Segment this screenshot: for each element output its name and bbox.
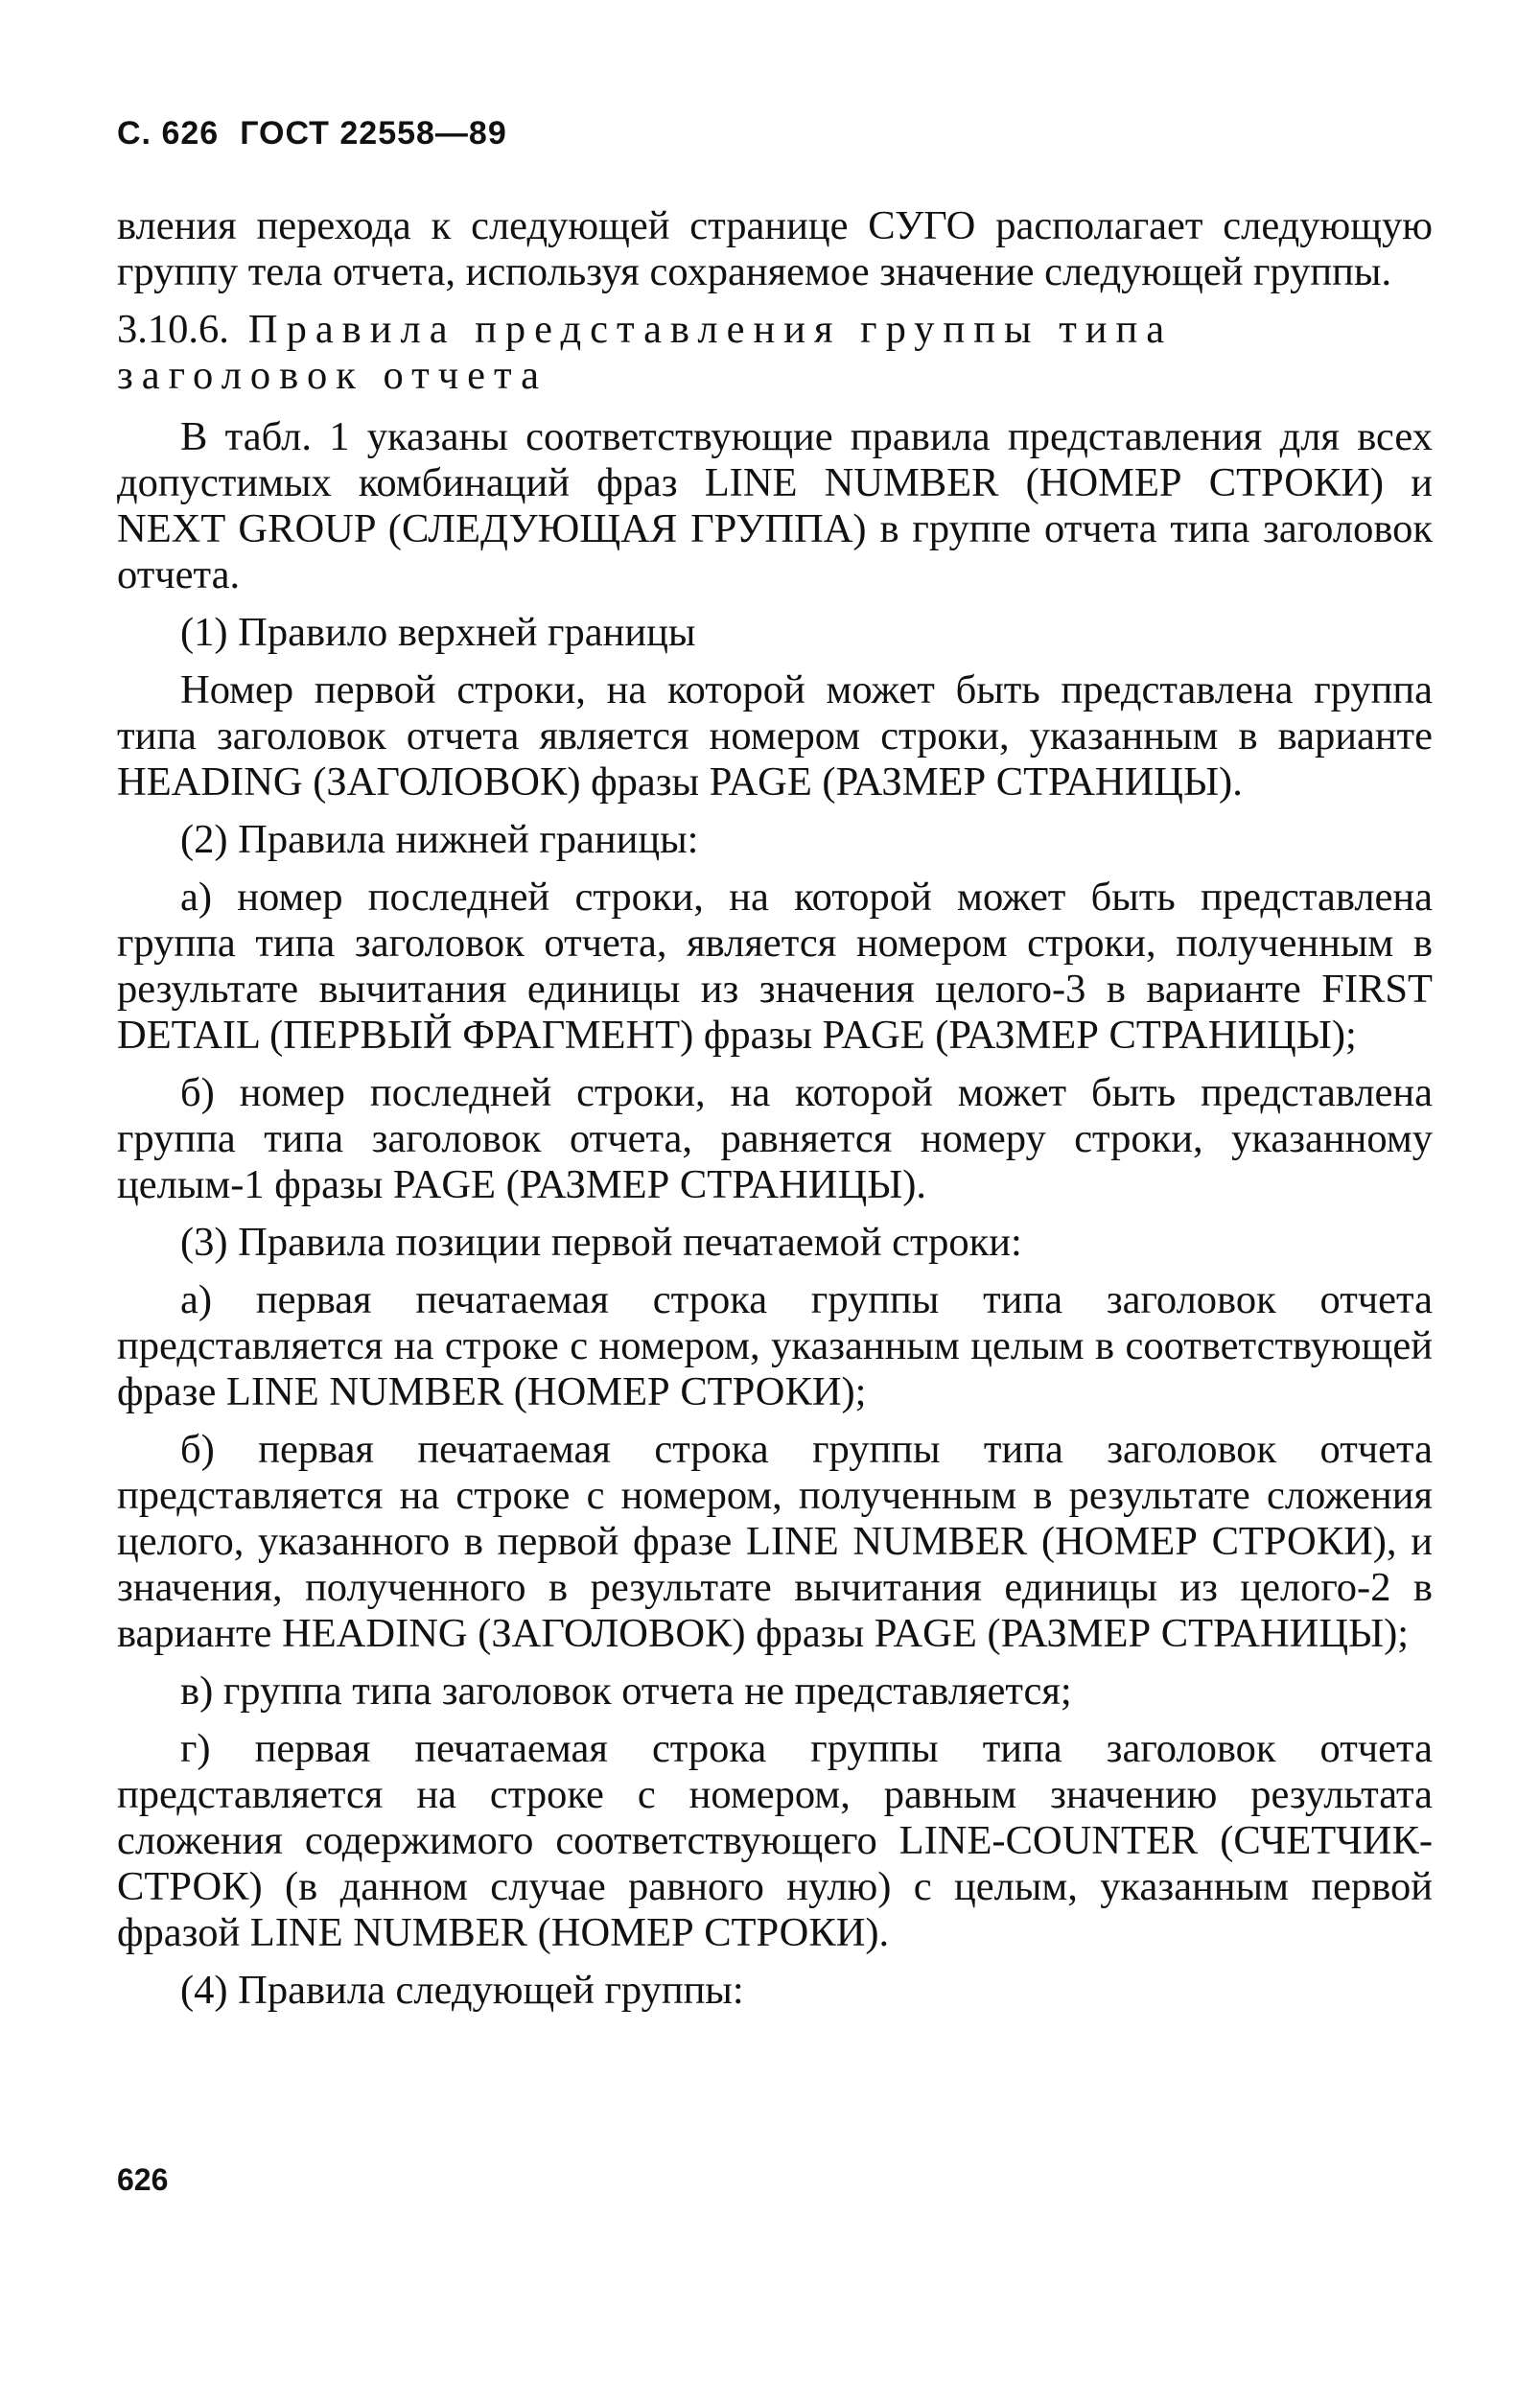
section-heading xyxy=(117,307,1433,399)
running-head xyxy=(117,115,528,152)
rule-heading: (1) Правило верхней границы xyxy=(180,610,696,655)
paragraph-continuation: вления перехода к следующей странице СУГО располагает следующую группу тела отчета, используя сохраняемое значение следующей группы. xyxy=(117,203,1433,294)
standard-number: ГОСТ 22558—89 xyxy=(240,115,507,152)
paragraph: Номер первой строки, на которой может быть представлена группа типа заголовок отчета является номером строки, указанным в варианте HEADING (ЗАГОЛОВОК) фразы PAGE (РАЗМЕР СТРАНИЦЫ). xyxy=(117,667,1433,805)
paragraph: В табл. 1 указаны соответствующие правила представления для всех допустимых комбинаций фраз LINE NUMBER (НОМЕР СТРОКИ) и NEXT GROUP (СЛЕДУЮЩАЯ ГРУППА) в группе отчета типа заголовок отчета. xyxy=(117,414,1433,597)
page-number: 626 xyxy=(117,2162,169,2197)
section-number: 3.10.6. xyxy=(117,307,229,352)
rule-heading: (4) Правила следующей группы: xyxy=(180,1968,744,2013)
rule-heading: (2) Правила нижней границы: xyxy=(180,817,699,862)
body-text xyxy=(117,203,1433,2025)
page-reference: С. 626 xyxy=(117,115,220,152)
section-title: Правила представления группы типа заголовок отчета xyxy=(117,307,1174,398)
list-item: в) группа типа заголовок отчета не представляется; xyxy=(180,1669,1072,1714)
list-item: г) первая печатаемая строка группы типа заголовок отчета представляется на строке с номером, равным значению результата сложения содержимого соответствующего LINE-COUNTER (СЧЕТЧИК-СТРОК) (в данном случае равного нулю) с целым, указанным первой фразой LINE NUMBER (НОМЕР СТРОКИ). xyxy=(117,1726,1433,1955)
list-item: б) первая печатаемая строка группы типа заголовок отчета представляется на строке с номером, полученным в результате сложения целого, указанного в первой фразе LINE NUMBER (НОМЕР СТРОКИ), и значения, полученного в результате вычитания единицы из целого-2 в варианте HEADING (ЗАГОЛОВОК) фразы PAGE (РАЗМЕР СТРАНИЦЫ); xyxy=(117,1427,1433,1656)
list-item: а) номер последней строки, на которой может быть представлена группа типа заголовок отчета, является номером строки, полученным в результате вычитания единицы из значения целого-3 в варианте FIRST DETAIL (ПЕРВЫЙ ФРАГМЕНТ) фразы PAGE (РАЗМЕР СТРАНИЦЫ); xyxy=(117,875,1433,1058)
list-item: а) первая печатаемая строка группы типа заголовок отчета представляется на строке с номером, указанным целым в соответствующей фразе LINE NUMBER (НОМЕР СТРОКИ); xyxy=(117,1277,1433,1414)
list-item: б) номер последней строки, на которой может быть представлена группа типа заголовок отчета, равняется номеру строки, указанному целым-1 фразы PAGE (РАЗМЕР СТРАНИЦЫ). xyxy=(117,1070,1433,1207)
rule-heading: (3) Правила позиции первой печатаемой строки: xyxy=(180,1220,1022,1265)
